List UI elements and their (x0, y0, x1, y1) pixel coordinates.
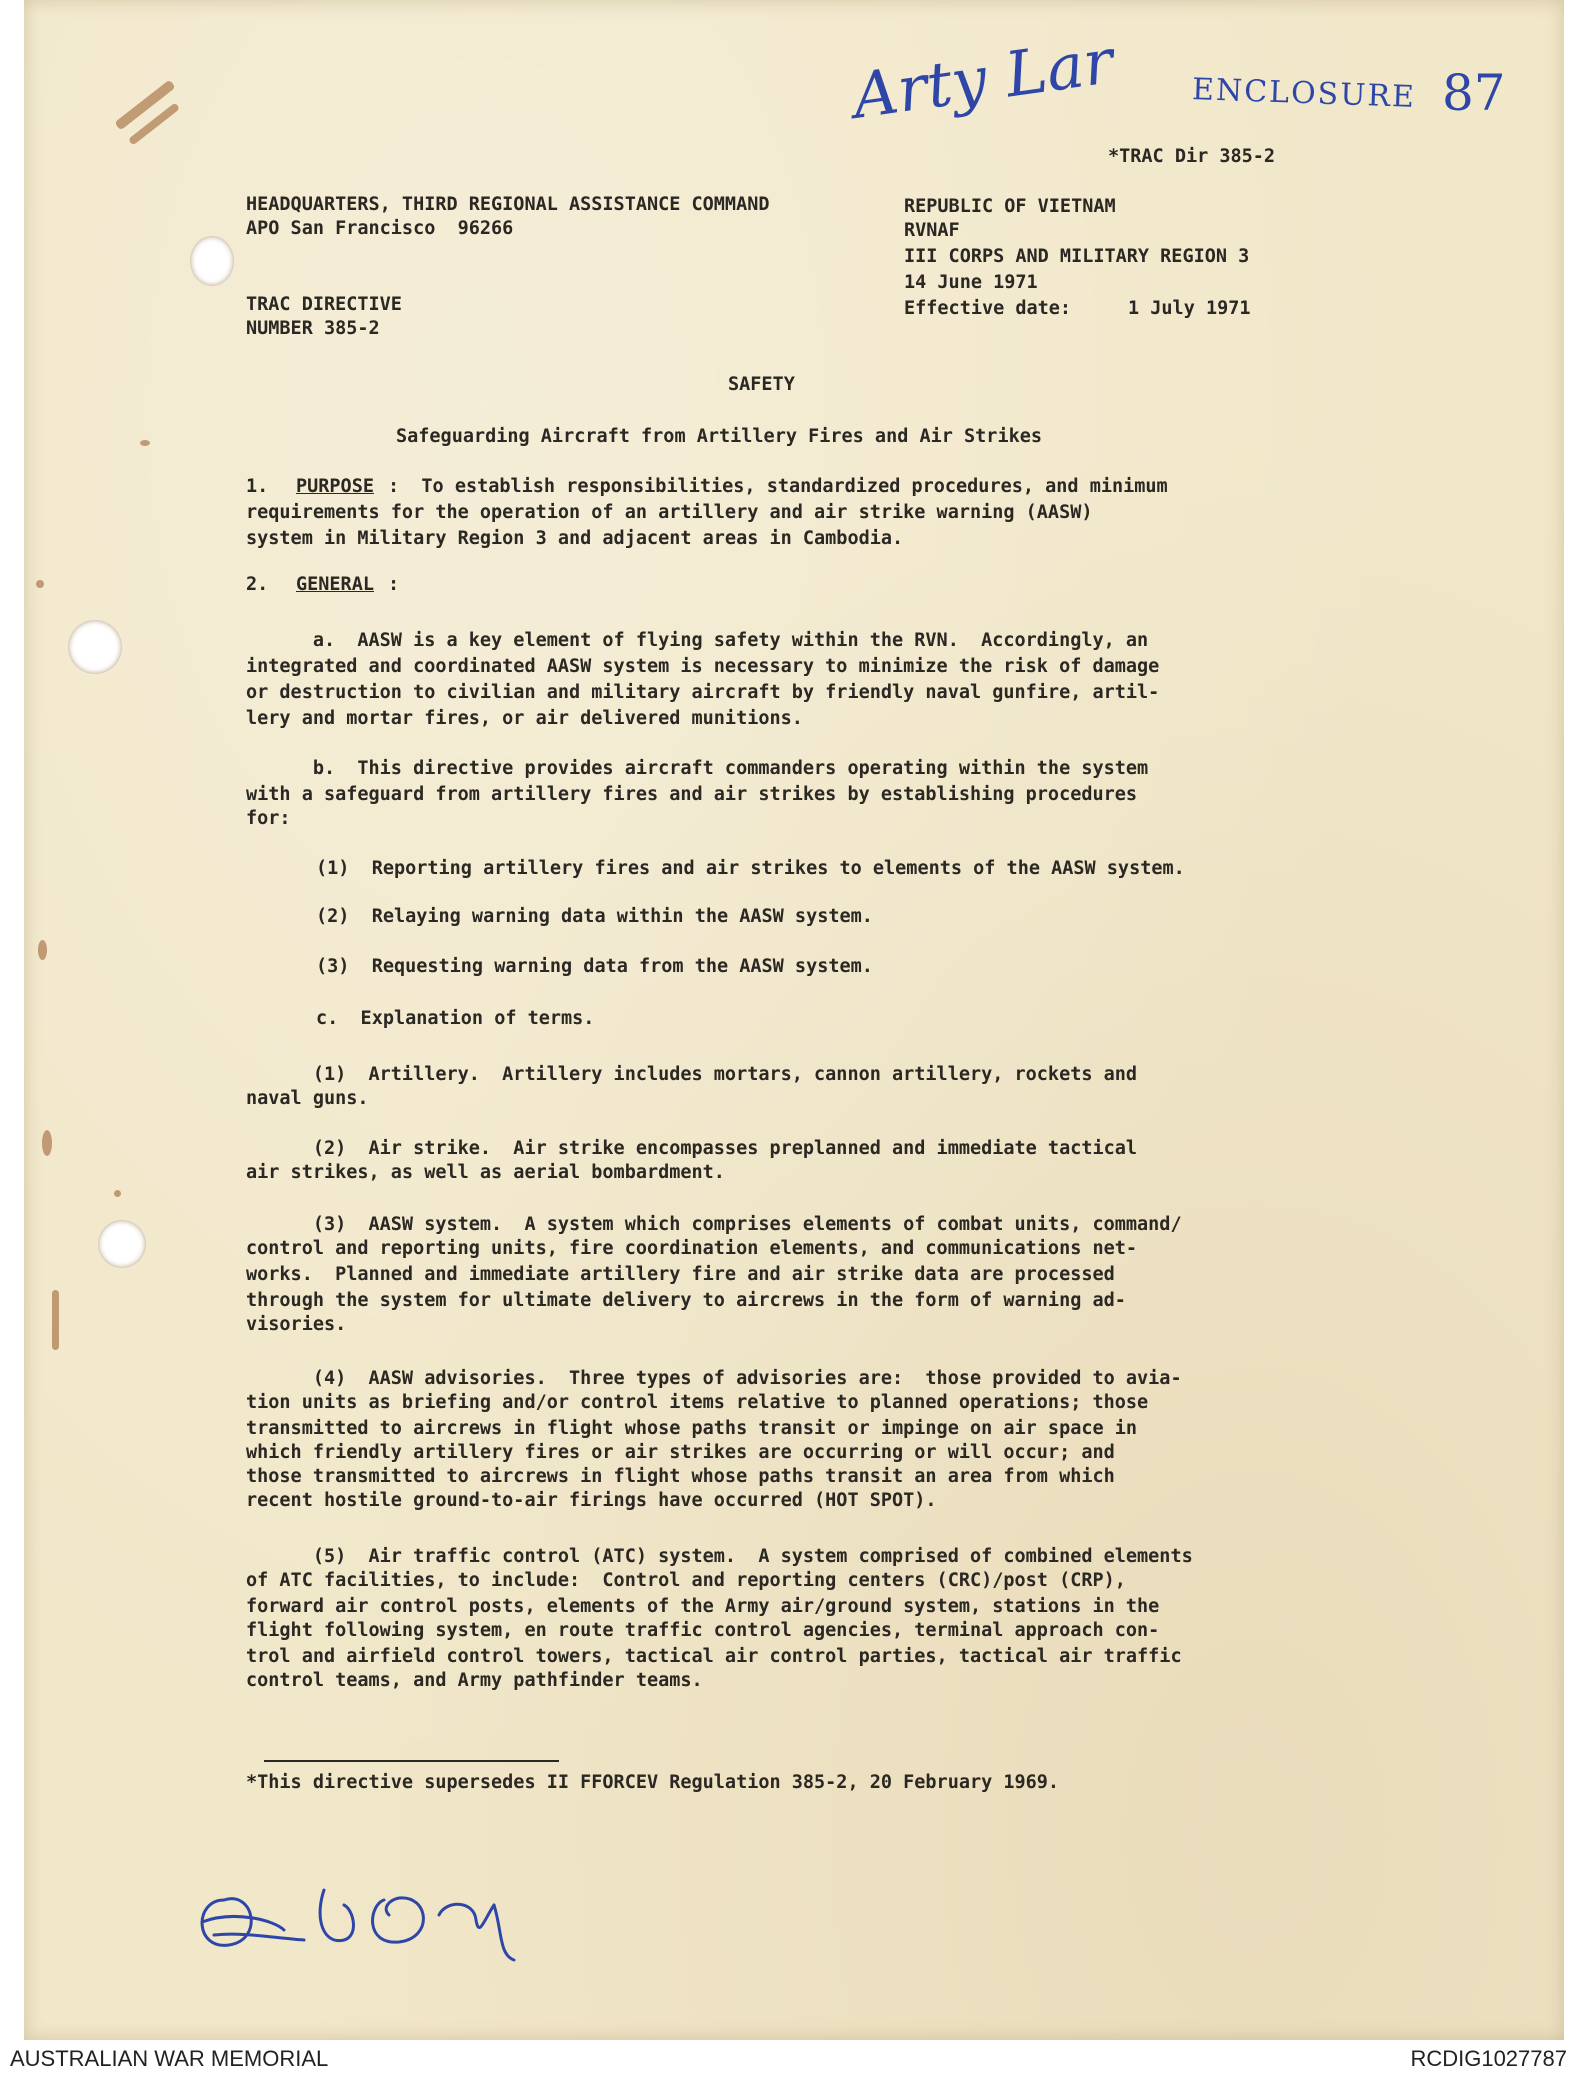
purpose-number: 1. (246, 476, 269, 497)
purpose-line-1: : To establish responsibilities, standardized procedures, and minimum (388, 476, 1168, 497)
document-subtitle: Safeguarding Aircraft from Artillery Fires and Air Strikes (396, 426, 1043, 447)
item-c4-line-5: those transmitted to aircrews in flight whose paths transit an area from which (246, 1466, 1115, 1487)
rust-spot (36, 580, 44, 588)
item-c5-line-4: flight following system, en route traffic control agencies, terminal approach con- (246, 1620, 1160, 1641)
item-c1-line-2: naval guns. (246, 1088, 369, 1109)
item-c3-line-5: visories. (246, 1314, 347, 1335)
handwritten-enclosure-number: 87 (1442, 64, 1506, 122)
para-b-line-2: with a safeguard from artillery fires and air strikes by establishing procedures (246, 784, 1138, 805)
item-c2-line-1: (2) Air strike. Air strike encompasses preplanned and immediate tactical (246, 1138, 1138, 1159)
item-c5-line-1: (5) Air traffic control (ATC) system. A system comprised of combined elements (246, 1546, 1193, 1567)
effective-date: 1 July 1971 (1128, 298, 1251, 319)
effective-date-label: Effective date: (904, 298, 1072, 319)
item-c3-line-3: works. Planned and immediate artillery fire and air strike data are processed (246, 1264, 1115, 1285)
para-c: c. Explanation of terms. (316, 1008, 595, 1029)
item-c2-line-2: air strikes, as well as aerial bombardment. (246, 1162, 725, 1183)
para-a-line-1: a. AASW is a key element of flying safety within the RVN. Accordingly, an (246, 630, 1149, 651)
general-heading: GENERAL (296, 574, 374, 595)
item-c5-line-5: trol and airfield control towers, tactical air control parties, tactical air traffic (246, 1646, 1182, 1667)
punch-hole-top (190, 236, 234, 286)
item-c4-line-3: transmitted to aircrews in flight whose paths transit or impinge on air space in (246, 1418, 1138, 1439)
document-title: SAFETY (728, 374, 795, 395)
item-c3-line-1: (3) AASW system. A system which comprises elements of combat units, command/ (246, 1214, 1182, 1235)
para-a-line-4: lery and mortar fires, or air delivered munitions. (246, 708, 803, 729)
general-colon: : (388, 574, 400, 595)
punch-hole-middle (68, 620, 122, 674)
directive-title-1: TRAC DIRECTIVE (246, 294, 402, 315)
signature (184, 1860, 664, 1970)
directive-title-2: NUMBER 385-2 (246, 318, 380, 339)
footnote-rule (264, 1760, 559, 1762)
handwritten-enclosure: ENCLOSURE (1191, 72, 1417, 115)
rvn-line-3: III CORPS AND MILITARY REGION 3 (904, 246, 1250, 267)
punch-hole-lower (98, 1220, 146, 1268)
footnote: *This directive supersedes II FFORCEV Regulation 385-2, 20 February 1969. (246, 1772, 1060, 1793)
item-b3: (3) Requesting warning data from the AASW system. (316, 956, 873, 977)
purpose-line-3: system in Military Region 3 and adjacent areas in Cambodia. (246, 528, 904, 549)
para-a-line-3: or destruction to civilian and military aircraft by friendly naval gunfire, artil- (246, 682, 1160, 703)
rust-spot (42, 1130, 52, 1156)
rvn-line-1: REPUBLIC OF VIETNAM (904, 196, 1116, 217)
footer-institution: AUSTRALIAN WAR MEMORIAL (10, 2046, 329, 2071)
hq-line-2: APO San Francisco 96266 (246, 218, 514, 239)
item-c4-line-1: (4) AASW advisories. Three types of advisories are: those provided to avia- (246, 1368, 1182, 1389)
para-b-line-1: b. This directive provides aircraft commanders operating within the system (246, 758, 1149, 779)
item-c5-line-2: of ATC facilities, to include: Control and reporting centers (CRC)/post (CRP), (246, 1570, 1126, 1591)
item-b1: (1) Reporting artillery fires and air strikes to elements of the AASW system. (316, 858, 1185, 879)
para-a-line-2: integrated and coordinated AASW system is necessary to minimize the risk of damage (246, 656, 1160, 677)
general-number: 2. (246, 574, 269, 595)
issue-date: 14 June 1971 (904, 272, 1038, 293)
rust-spot (114, 1190, 121, 1197)
item-c4-line-4: which friendly artillery fires or air strikes are occurring or will occur; and (246, 1442, 1115, 1463)
document-page (24, 0, 1564, 2040)
item-c4-line-2: tion units as briefing and/or control items relative to planned operations; those (246, 1392, 1149, 1413)
rvn-line-2: RVNAF (904, 220, 960, 241)
directive-reference: *TRAC Dir 385-2 (1108, 146, 1276, 167)
item-c5-line-3: forward air control posts, elements of the Army air/ground system, stations in the (246, 1596, 1160, 1617)
para-b-line-3: for: (246, 808, 291, 829)
footer-record-id: RCDIG1027787 (1410, 2046, 1567, 2071)
item-c4-line-6: recent hostile ground-to-air firings have occurred (HOT SPOT). (246, 1490, 937, 1511)
hq-line-1: HEADQUARTERS, THIRD REGIONAL ASSISTANCE COMMAND (246, 194, 770, 215)
staple-stain (114, 80, 175, 131)
rust-spot (52, 1290, 59, 1350)
signature-text: Signature (186, 1968, 191, 1969)
item-b2: (2) Relaying warning data within the AASW system. (316, 906, 873, 927)
rust-spot (38, 940, 47, 960)
item-c3-line-2: control and reporting units, fire coordination elements, and communications net- (246, 1238, 1138, 1259)
item-c1-line-1: (1) Artillery. Artillery includes mortars, cannon artillery, rockets and (246, 1064, 1138, 1085)
purpose-heading: PURPOSE (296, 476, 374, 497)
item-c5-line-6: control teams, and Army pathfinder teams. (246, 1670, 703, 1691)
rust-spot (140, 440, 150, 446)
purpose-line-2: requirements for the operation of an artillery and air strike warning (AASW) (246, 502, 1093, 523)
item-c3-line-4: through the system for ultimate delivery to aircrews in the form of warning ad- (246, 1290, 1126, 1311)
handwritten-note: Arty Lar (848, 24, 1118, 133)
